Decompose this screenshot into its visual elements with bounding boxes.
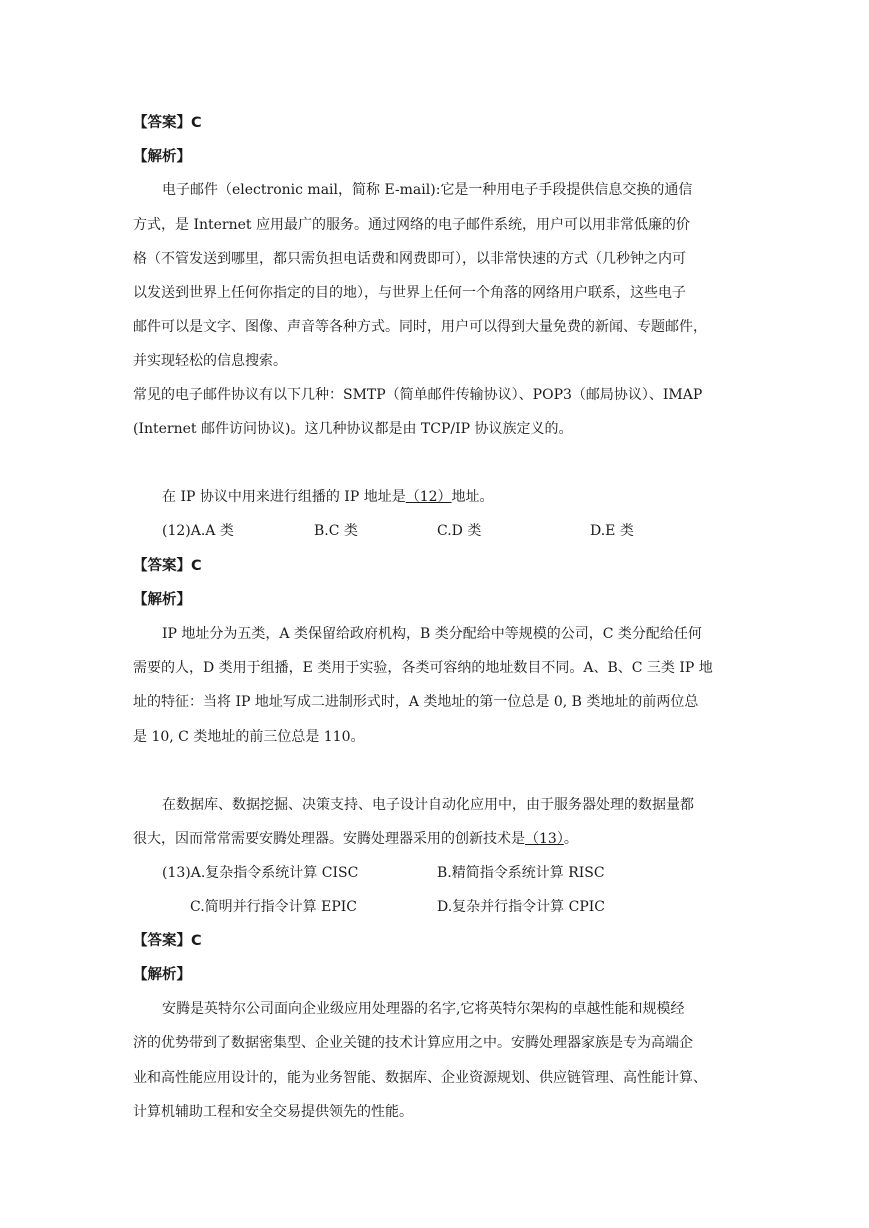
analysis-text-line: 方式，是 Internet 应用最广的服务。通过网络的电子邮件系统，用户可以用非常低廉的价 <box>133 217 690 233</box>
analysis-text-line: 格（不管发送到哪里，都只需负担电话费和网费即可），以非常快速的方式（几秒钟之内可 <box>133 251 686 267</box>
analysis-text-line: 邮件可以是文字、图像、声音等各种方式。同时，用户可以得到大量免费的新闻、专题邮件， <box>133 319 707 335</box>
question-text-line: 在数据库、数据挖掘、决策支持、电子设计自动化应用中，由于服务器处理的数据量都 <box>162 797 694 813</box>
option-a: (13)A.复杂指令系统计算 CISC <box>162 865 359 881</box>
analysis-text-line: 安腾是英特尔公司面向企业级应用处理器的名字,它将英特尔架构的卓越性能和规模经 <box>162 1001 685 1017</box>
option-a: (12)A.A 类 <box>162 523 234 539</box>
question-text-line <box>133 829 578 849</box>
analysis-text-line: 济的优势带到了数据密集型、企业关键的技术计算应用之中。安腾处理器家族是专为高端企 <box>133 1035 693 1051</box>
analysis-label: 【解析】 <box>133 592 191 608</box>
option-d: D.E 类 <box>590 523 634 539</box>
answer-label: 【答案】C <box>133 558 202 574</box>
question-text-before: 在 IP 协议中用来进行组播的 IP 地址是 <box>162 489 406 505</box>
question-text-after: 。 <box>563 831 578 847</box>
analysis-text-line: 计算机辅助工程和安全交易提供领先的性能。 <box>133 1104 413 1120</box>
analysis-text-line: 址的特征：当将 IP 地址写成二进制形式时，A 类地址的第一位总是 0, B 类地址的前两位总 <box>133 694 699 710</box>
analysis-text-line: 是 10, C 类地址的前三位总是 110。 <box>133 729 365 745</box>
analysis-text-line: 需要的人，D 类用于组播，E 类用于实验，各类可容纳的地址数目不同。A、B、C 三类 IP 地 <box>133 660 713 676</box>
question-text <box>162 487 494 507</box>
option-d: D.复杂并行指令计算 CPIC <box>437 899 605 915</box>
answer-label: 【答案】C <box>133 115 202 131</box>
option-c: C.D 类 <box>437 523 482 539</box>
question-blank: （13） <box>525 831 564 847</box>
question-text-before: 很大，因而常常需要安腾处理器。安腾处理器采用的创新技术是 <box>133 831 525 847</box>
option-b: B.精简指令系统计算 RISC <box>437 865 605 881</box>
analysis-text-line: 常见的电子邮件协议有以下几种：SMTP（简单邮件传输协议）、POP3（邮局协议）、IMAP <box>133 387 703 403</box>
analysis-text-line: IP 地址分为五类，A 类保留给政府机构，B 类分配给中等规模的公司，C 类分配给任何 <box>162 626 702 642</box>
analysis-text-line: 电子邮件（electronic mail，简称 E-mail):它是一种用电子手段提供信息交换的通信 <box>162 182 693 198</box>
analysis-label: 【解析】 <box>133 149 191 165</box>
analysis-label: 【解析】 <box>133 967 191 983</box>
analysis-text-line: 并实现轻松的信息搜索。 <box>133 353 287 369</box>
analysis-text-line: 以发送到世界上任何你指定的目的地），与世界上任何一个角落的网络用户联系，这些电子 <box>133 285 686 301</box>
option-c: C.简明并行指令计算 EPIC <box>190 899 357 915</box>
question-text-after: 地址。 <box>451 489 494 505</box>
question-blank: （12） <box>405 489 452 505</box>
analysis-text-line: (Internet 邮件访问协议)。这几种协议都是由 TCP/IP 协议族定义的。 <box>133 421 573 437</box>
analysis-text-line: 业和高性能应用设计的，能为业务智能、数据库、企业资源规划、供应链管理、高性能计算、 <box>133 1070 707 1086</box>
option-b: B.C 类 <box>314 523 358 539</box>
answer-label: 【答案】C <box>133 933 202 949</box>
